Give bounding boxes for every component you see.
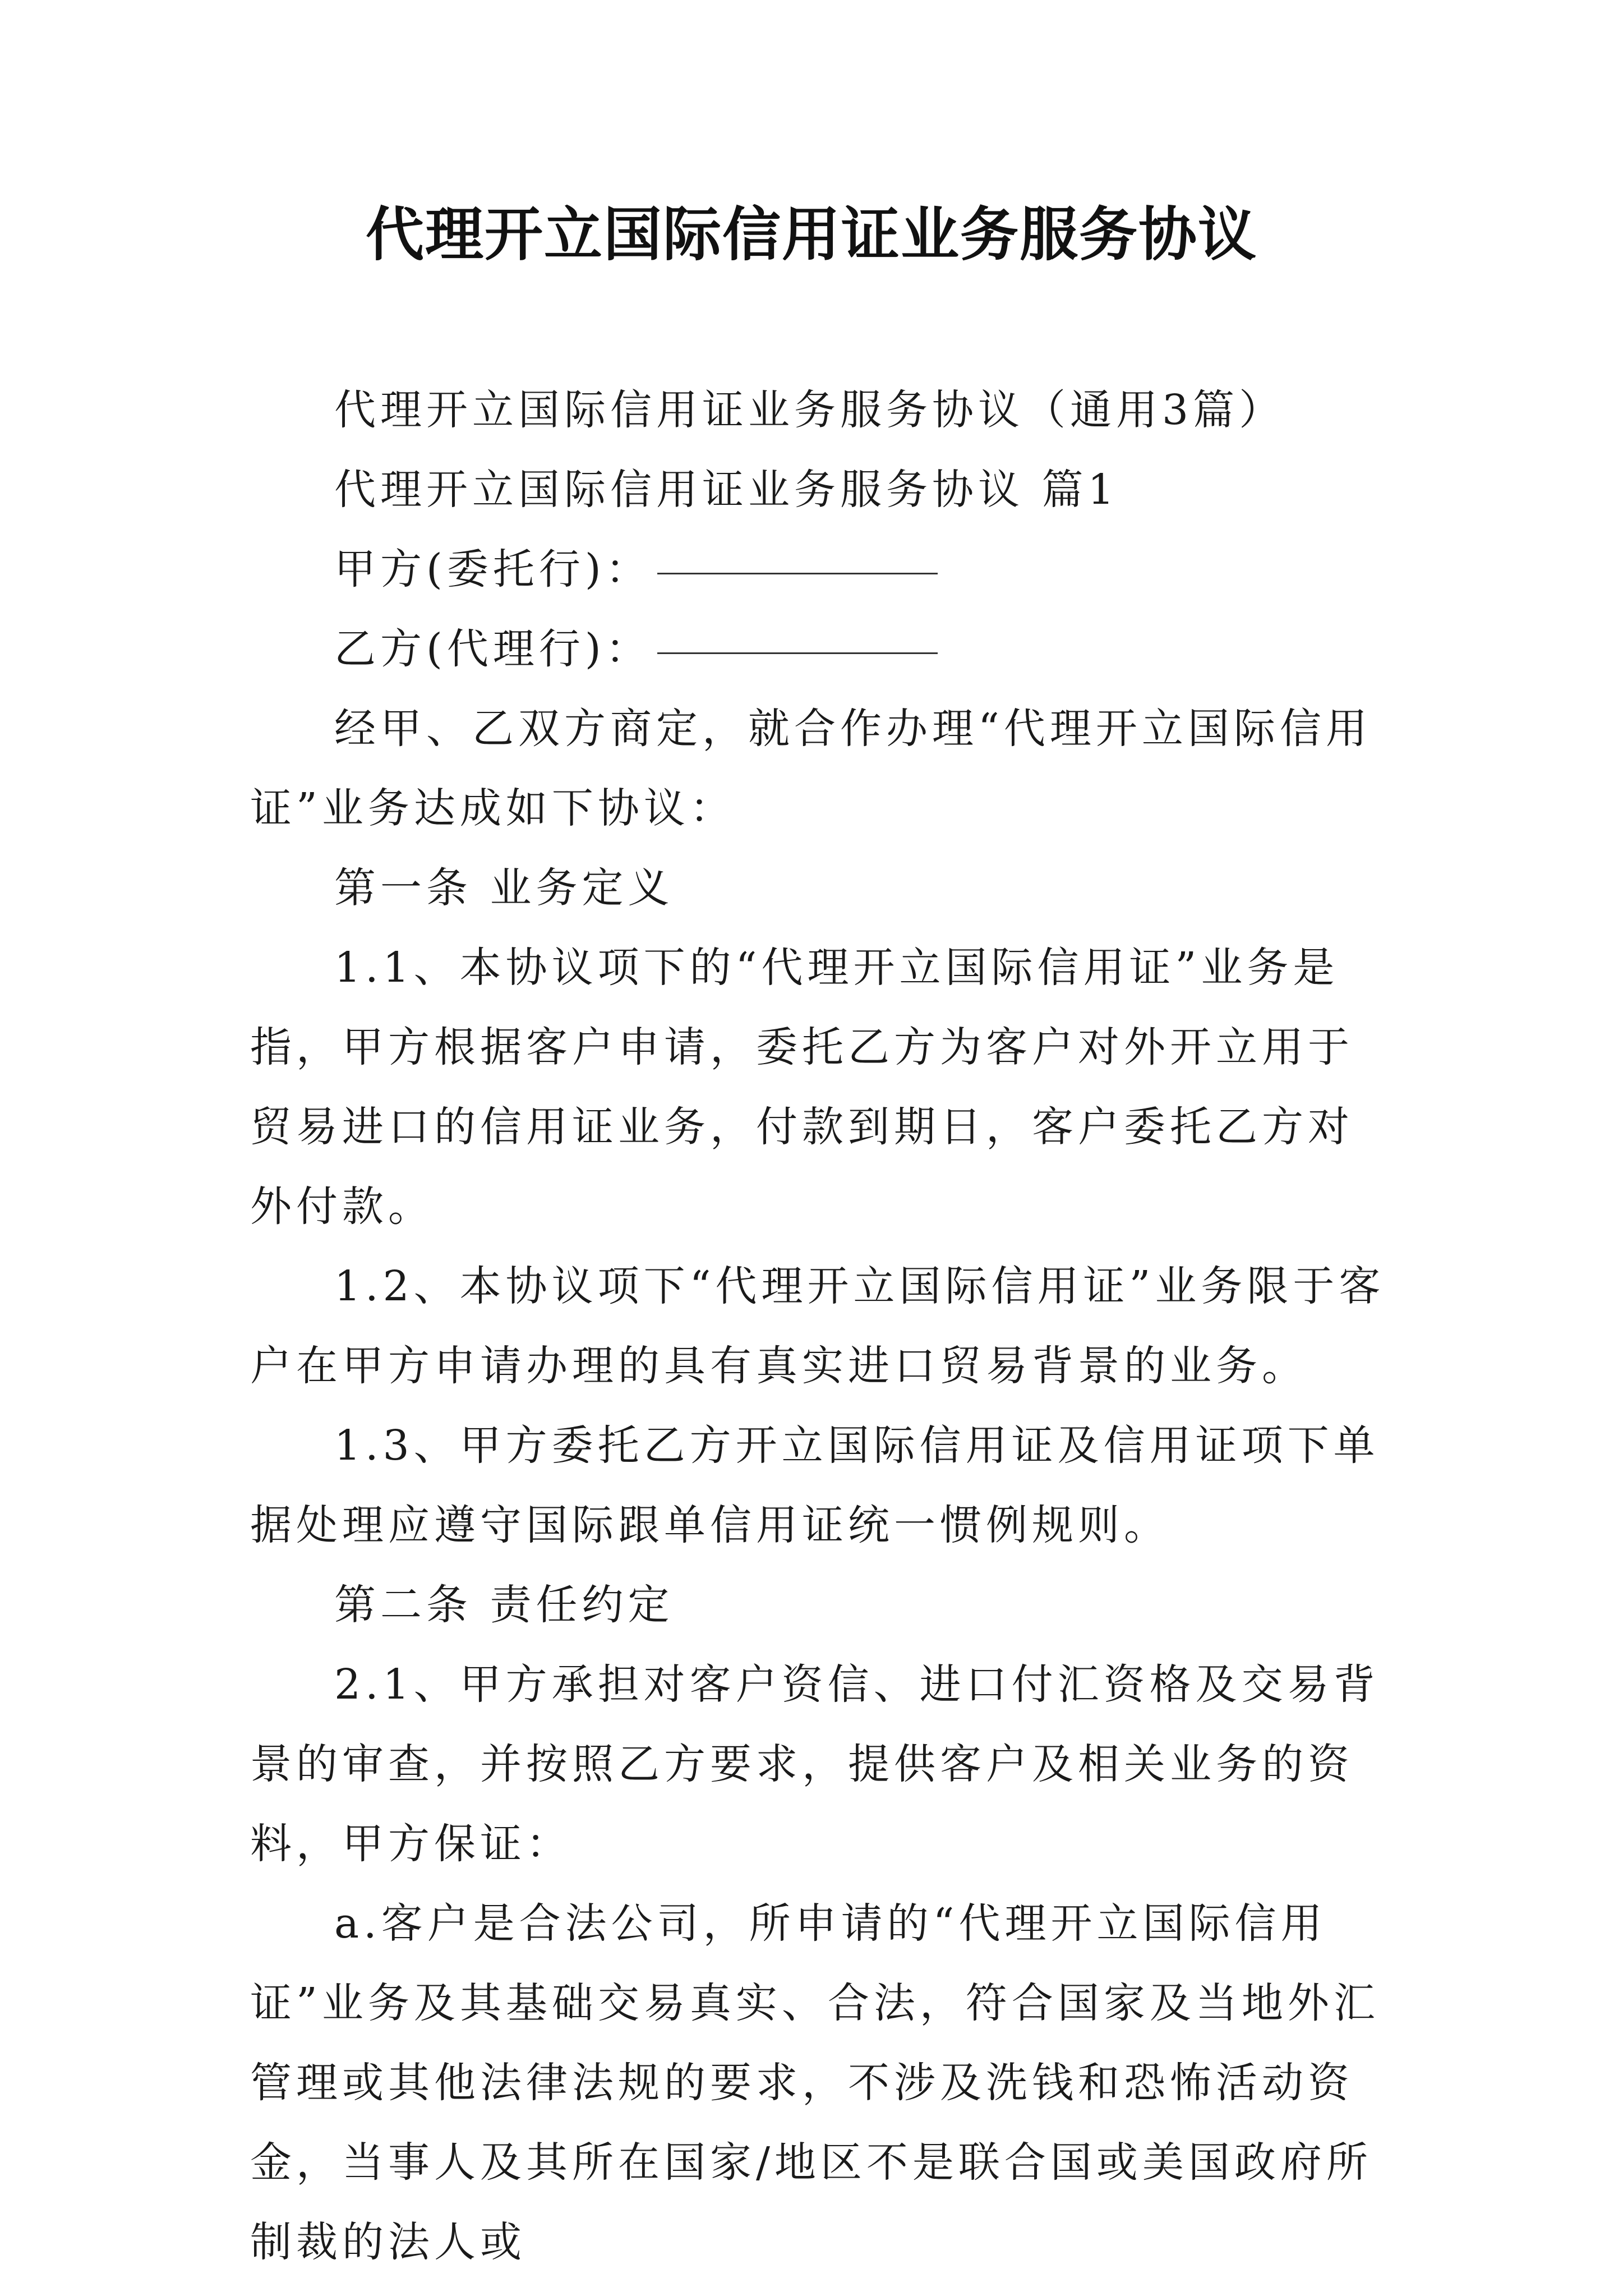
document-body: [250, 370, 1389, 2282]
paragraph-intro: 经甲、乙双方商定，就合作办理“代理开立国际信用证”业务达成如下协议：: [250, 705, 1372, 832]
paragraph-subtitle: 代理开立国际信用证业务服务协议（通用3篇）: [334, 386, 1285, 434]
article-1-heading: 第一条 业务定义: [334, 864, 674, 912]
clause-1-1: 1.1、本协议项下的“代理开立国际信用证”业务是指，甲方根据客户申请，委托乙方为客户对外开立用于贸易进口的信用证业务，付款到期日，客户委托乙方对外付款。: [250, 944, 1354, 1231]
clause-2-1: 2.1、甲方承担对客户资信、进口付汇资格及交易背景的审查，并按照乙方要求，提供客户及相关业务的资料，甲方保证：: [250, 1660, 1380, 1868]
clause-1-2: 1.2、本协议项下“代理开立国际信用证”业务限于客户在甲方申请办理的具有真实进口贸易背景的业务。: [250, 1262, 1385, 1390]
party-a-label: 甲方(委托行)：: [334, 545, 652, 593]
party-b-line: [250, 609, 1389, 689]
clause-2-1-a: a.客户是合法公司，所申请的“代理开立国际信用证”业务及其基础交易真实、合法，符合国家及当地外汇管理或其他法律法规的要求，不涉及洗钱和恐怖活动资金，当事人及其所在国家/地区不是联合国或美国政府所制裁的法人或: [250, 1899, 1380, 2266]
clause-1-3: 1.3、甲方委托乙方开立国际信用证及信用证项下单据处理应遵守国际跟单信用证统一惯例规则。: [250, 1421, 1380, 1549]
party-a-blank[interactable]: [657, 570, 938, 574]
paragraph-section-heading: 代理开立国际信用证业务服务协议 篇1: [334, 466, 1119, 514]
party-a-line: [250, 530, 1389, 609]
article-2-heading: 第二条 责任约定: [334, 1581, 674, 1629]
document-title: 代理开立国际信用证业务服务协议: [365, 200, 1257, 269]
party-b-label: 乙方(代理行)：: [334, 625, 652, 673]
party-b-blank[interactable]: [657, 650, 938, 654]
